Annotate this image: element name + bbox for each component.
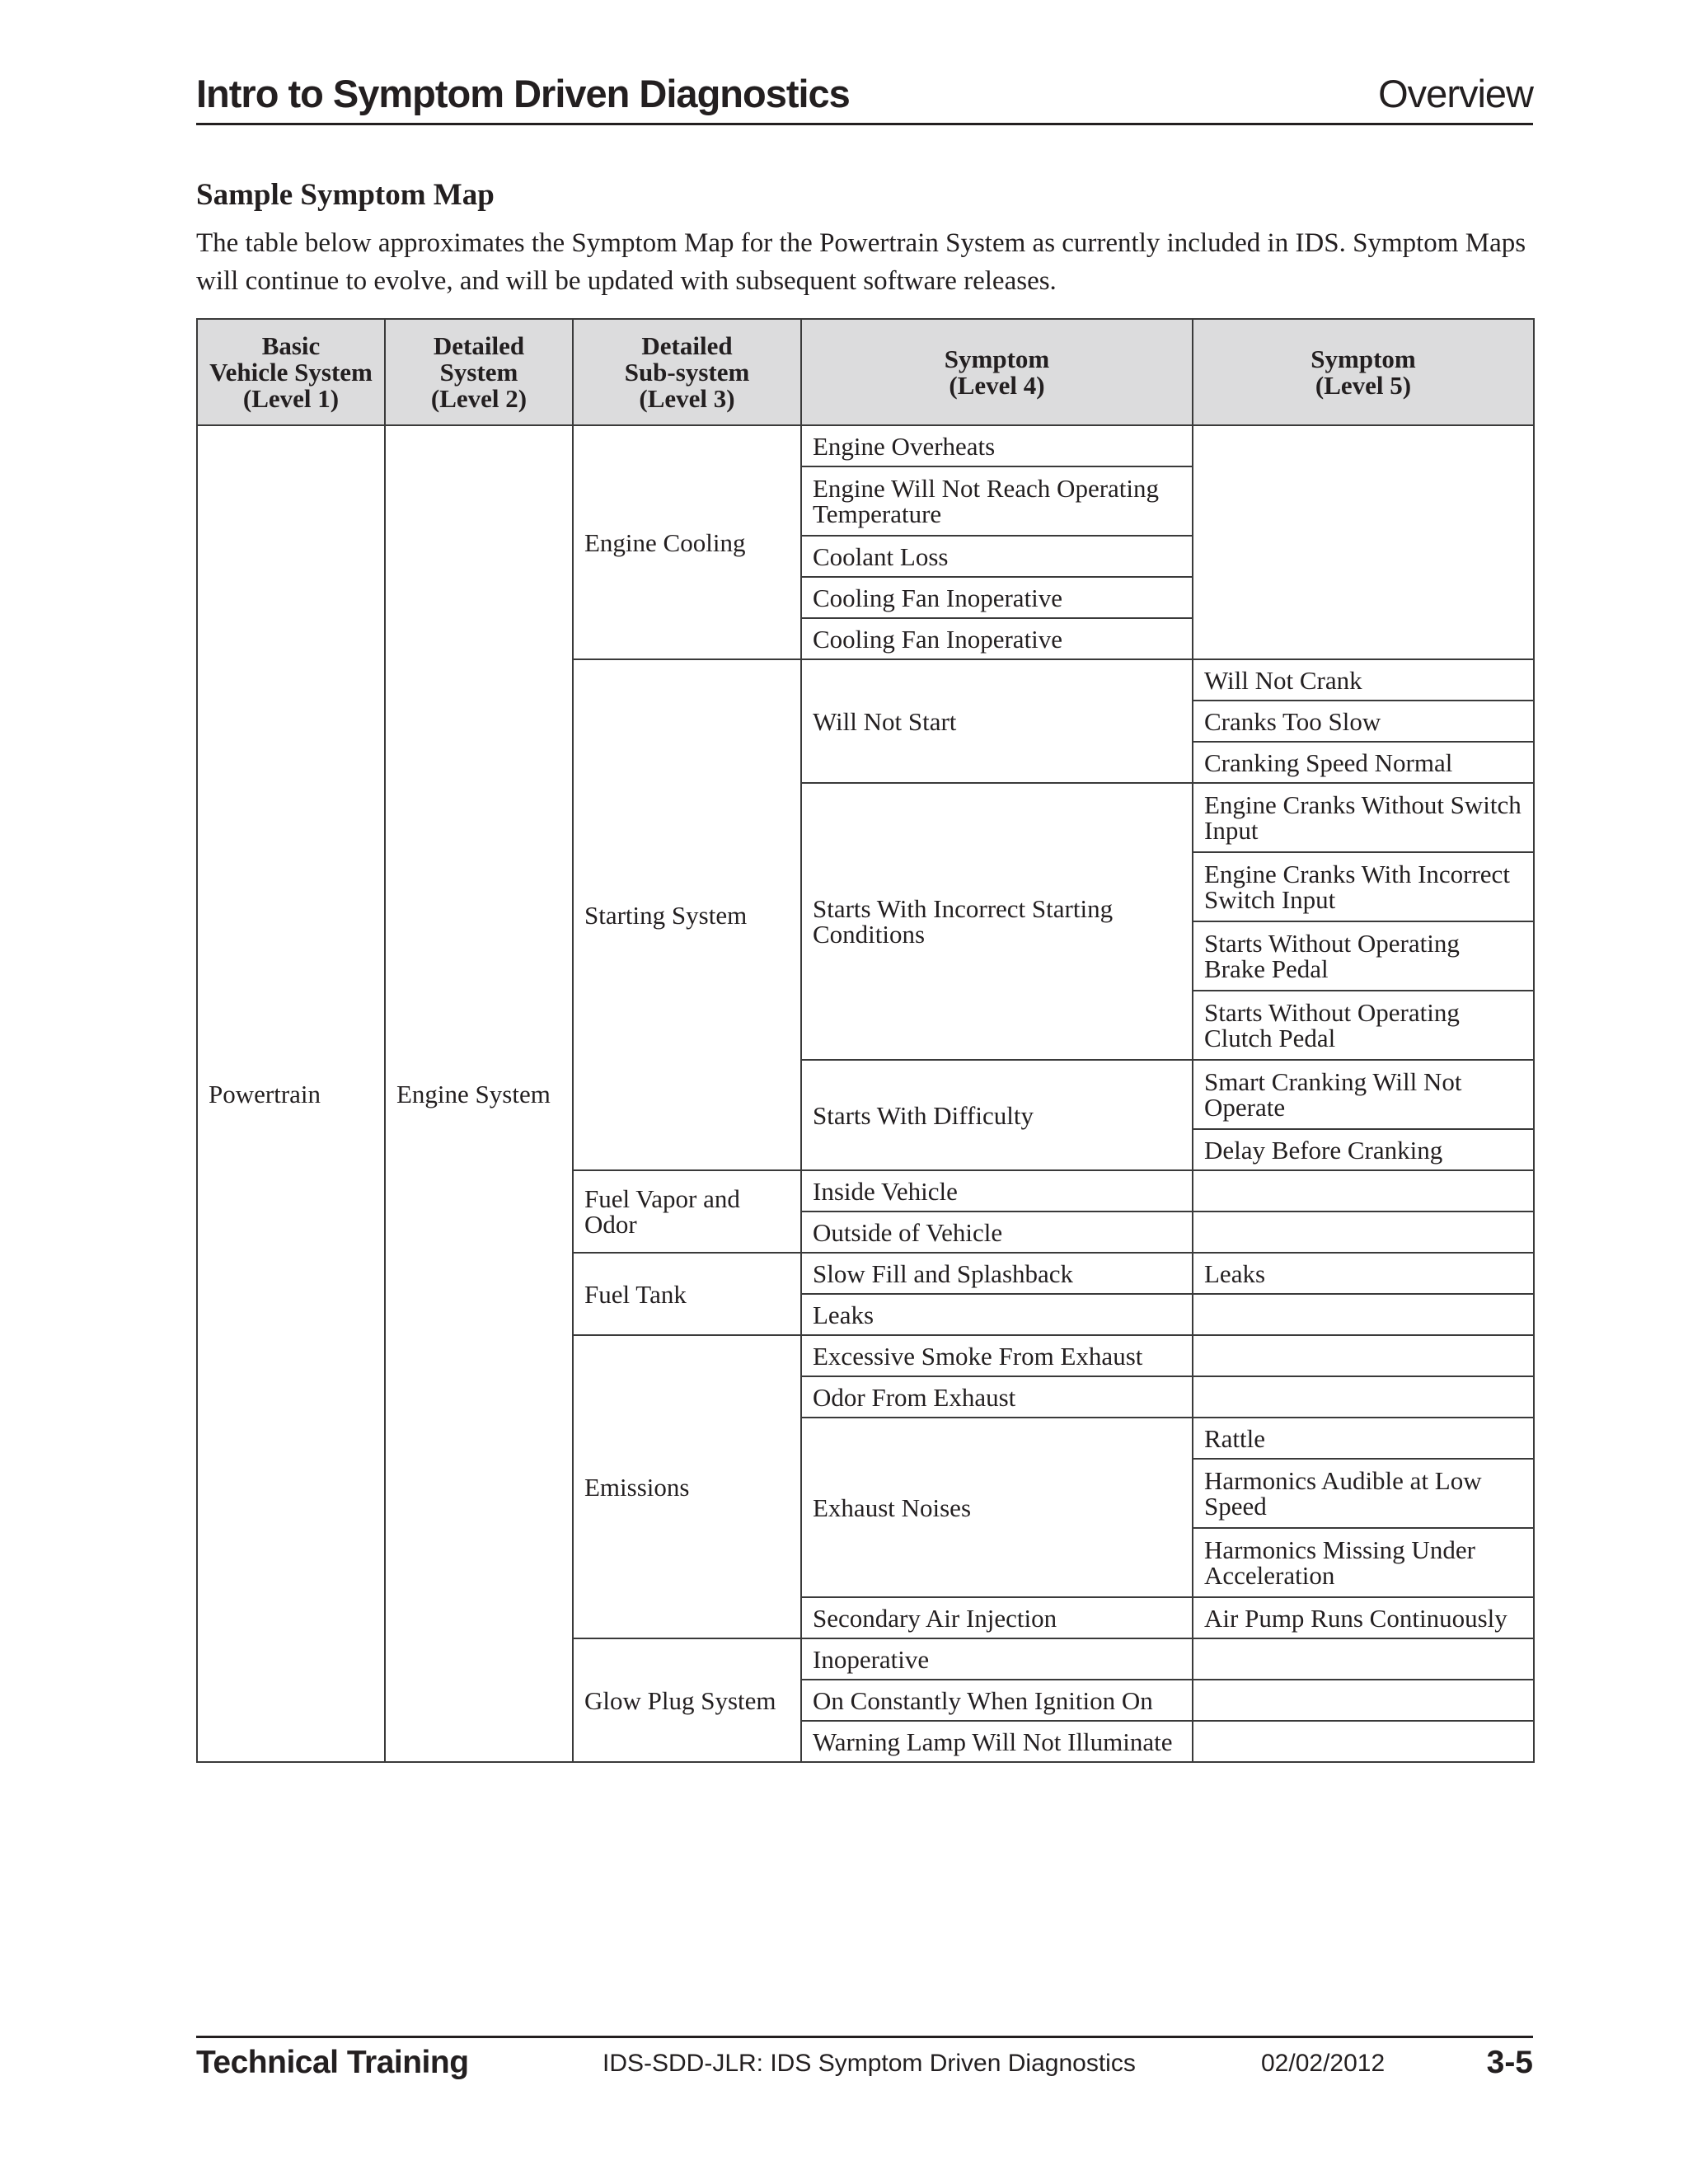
detail-cell xyxy=(1193,1638,1534,1680)
detail-cell: Cranking Speed Normal xyxy=(1193,742,1534,783)
subsystem-cell: Fuel Tank xyxy=(573,1253,801,1335)
symptom-cell: Secondary Air Injection xyxy=(801,1597,1193,1638)
symptom-cell: Outside of Vehicle xyxy=(801,1212,1193,1253)
symptom-cell: Slow Fill and Splashback xyxy=(801,1253,1193,1294)
detail-cell: Engine Cranks With Incorrect Switch Input xyxy=(1193,852,1534,921)
level2-cell: Engine System xyxy=(385,425,573,1762)
detail-cell: Rattle xyxy=(1193,1418,1534,1459)
symptom-cell: Starts With Difficulty xyxy=(801,1060,1193,1170)
subsystem-cell: Engine Cooling xyxy=(573,425,801,659)
detail-cell: Cranks Too Slow xyxy=(1193,701,1534,742)
detail-cell xyxy=(1193,1170,1534,1212)
detail-cell: Delay Before Cranking xyxy=(1193,1129,1534,1170)
column-header: Detailed System (Level 2) xyxy=(385,319,573,425)
detail-cell: Smart Cranking Will Not Operate xyxy=(1193,1060,1534,1129)
detail-cell xyxy=(1193,1376,1534,1418)
detail-cell xyxy=(1193,1680,1534,1721)
symptom-cell: Excessive Smoke From Exhaust xyxy=(801,1335,1193,1376)
detail-cell: Air Pump Runs Continuously xyxy=(1193,1597,1534,1638)
subsystem-cell: Fuel Vapor and Odor xyxy=(573,1170,801,1253)
detail-cell: Leaks xyxy=(1193,1253,1534,1294)
page-header xyxy=(196,70,1533,125)
section-name: Overview xyxy=(1378,72,1533,115)
symptom-cell: Warning Lamp Will Not Illuminate xyxy=(801,1721,1193,1762)
table-header-row xyxy=(197,319,1534,425)
symptom-cell: Exhaust Noises xyxy=(801,1418,1193,1597)
detail-cell: Harmonics Missing Under Acceleration xyxy=(1193,1528,1534,1597)
table-row xyxy=(197,425,1534,466)
detail-cell xyxy=(1193,1721,1534,1762)
detail-cell xyxy=(1193,1335,1534,1376)
symptom-cell: Will Not Start xyxy=(801,659,1193,783)
symptom-cell: On Constantly When Ignition On xyxy=(801,1680,1193,1721)
level1-cell: Powertrain xyxy=(197,425,385,1762)
symptom-map-table xyxy=(196,318,1535,1763)
detail-cell: Engine Cranks Without Switch Input xyxy=(1193,783,1534,852)
page-footer xyxy=(196,2036,1533,2088)
footer-document-id: IDS-SDD-JLR: IDS Symptom Driven Diagnostics xyxy=(603,2050,1136,2077)
symptom-cell: Starts With Incorrect Starting Conditions xyxy=(801,783,1193,1060)
symptom-cell: Odor From Exhaust xyxy=(801,1376,1193,1418)
intro-paragraph: The table below approximates the Symptom Map for the Powertrain System as currently included in IDS. Symptom Maps will continue to evolve, and will be updated with subsequent software releases. xyxy=(196,228,1526,296)
detail-cell xyxy=(1193,1212,1534,1253)
symptom-cell: Cooling Fan Inoperative xyxy=(801,577,1193,618)
symptom-cell: Engine Will Not Reach Operating Temperature xyxy=(801,466,1193,536)
detail-cell xyxy=(1193,1294,1534,1335)
page-number: 3-5 xyxy=(1486,2045,1533,2080)
document-title: Intro to Symptom Driven Diagnostics xyxy=(196,72,850,115)
symptom-cell: Engine Overheats xyxy=(801,425,1193,466)
column-header: Detailed Sub-system (Level 3) xyxy=(573,319,801,425)
column-header: Symptom (Level 5) xyxy=(1193,319,1534,425)
section-heading: Sample Symptom Map xyxy=(196,178,495,212)
detail-cell: Starts Without Operating Brake Pedal xyxy=(1193,921,1534,991)
symptom-cell: Inoperative xyxy=(801,1638,1193,1680)
column-header: Symptom (Level 4) xyxy=(801,319,1193,425)
footer-label: Technical Training xyxy=(196,2045,469,2080)
column-header: Basic Vehicle System (Level 1) xyxy=(197,319,385,425)
subsystem-cell: Starting System xyxy=(573,659,801,1170)
subsystem-cell: Glow Plug System xyxy=(573,1638,801,1762)
symptom-cell: Coolant Loss xyxy=(801,536,1193,577)
symptom-cell: Leaks xyxy=(801,1294,1193,1335)
detail-cell xyxy=(1193,425,1534,659)
detail-cell: Will Not Crank xyxy=(1193,659,1534,701)
symptom-cell: Inside Vehicle xyxy=(801,1170,1193,1212)
detail-cell: Harmonics Audible at Low Speed xyxy=(1193,1459,1534,1528)
subsystem-cell: Emissions xyxy=(573,1335,801,1638)
symptom-cell: Cooling Fan Inoperative xyxy=(801,618,1193,659)
footer-date: 02/02/2012 xyxy=(1261,2050,1386,2077)
detail-cell: Starts Without Operating Clutch Pedal xyxy=(1193,991,1534,1060)
